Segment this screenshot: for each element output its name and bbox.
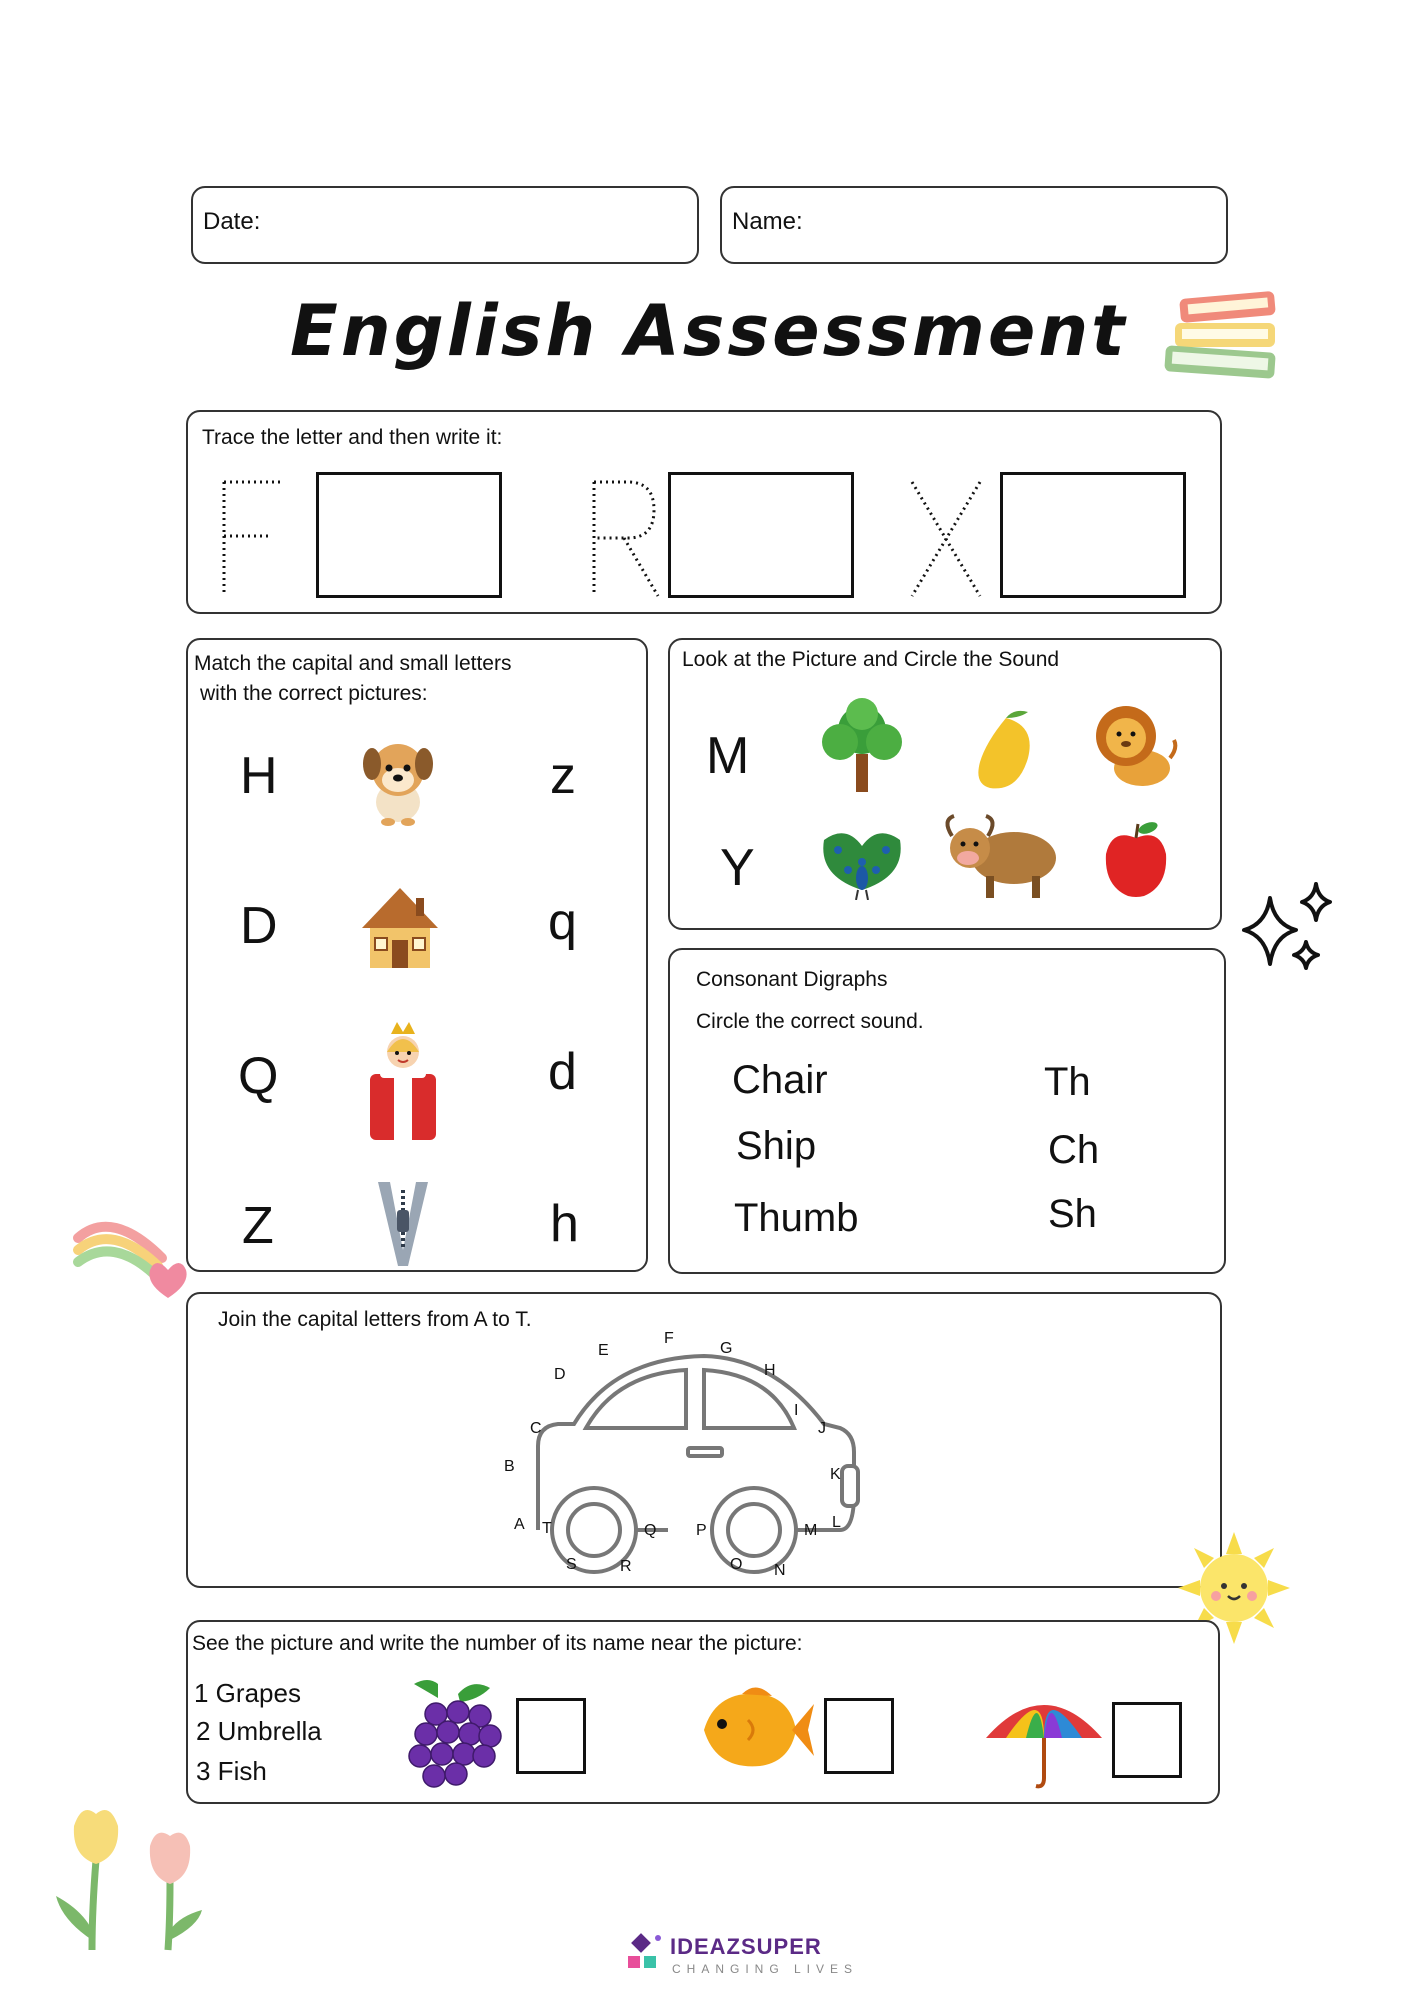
dot-label-g: G bbox=[720, 1340, 733, 1357]
digraph-word-ship: Ship bbox=[736, 1124, 817, 1168]
apple-picture bbox=[1098, 820, 1174, 900]
write-box-2[interactable] bbox=[668, 472, 854, 598]
sound-section bbox=[668, 638, 1222, 930]
books-icon bbox=[1160, 285, 1295, 385]
sparkles-icon bbox=[1230, 880, 1340, 990]
dot-label-c: C bbox=[530, 1420, 542, 1437]
brand-tagline: CHANGING LIVES bbox=[672, 1962, 859, 1976]
digraph-section bbox=[668, 948, 1226, 1274]
dog-picture bbox=[358, 736, 438, 828]
dot-label-s: S bbox=[566, 1556, 577, 1573]
trace-section bbox=[186, 410, 1222, 614]
small-letter-z: z bbox=[550, 747, 576, 805]
dot-label-r: R bbox=[620, 1558, 632, 1575]
tulips-icon bbox=[52, 1800, 212, 1960]
number-box-umbrella[interactable] bbox=[1112, 1702, 1182, 1778]
trace-letter-r bbox=[588, 480, 668, 598]
name-label: Name: bbox=[732, 208, 803, 235]
digraph-title: Consonant Digraphs bbox=[696, 968, 888, 991]
rainbow-heart-icon bbox=[72, 1208, 190, 1304]
sound-instruction: Look at the Picture and Circle the Sound bbox=[682, 648, 1060, 671]
name-list-item-1: 1 Grapes bbox=[194, 1678, 301, 1708]
digraph-word-thumb: Thumb bbox=[734, 1196, 859, 1240]
dot-label-q: Q bbox=[644, 1522, 657, 1539]
name-field[interactable] bbox=[720, 186, 1228, 264]
write-box-1[interactable] bbox=[316, 472, 502, 598]
dot-label-i: I bbox=[794, 1402, 799, 1419]
dot-label-f: F bbox=[664, 1330, 674, 1347]
dot-label-k: K bbox=[830, 1466, 841, 1483]
dot-label-n: N bbox=[774, 1562, 786, 1579]
dot-label-a: A bbox=[514, 1516, 525, 1533]
write-number-instruction: See the picture and write the number of its name near the picture: bbox=[192, 1632, 803, 1655]
dot-label-m: M bbox=[804, 1522, 818, 1539]
queen-picture bbox=[364, 1012, 442, 1144]
yak-picture bbox=[940, 812, 1064, 902]
house-picture bbox=[358, 884, 442, 972]
capital-letter-z: Z bbox=[242, 1197, 274, 1255]
dot-label-t: T bbox=[542, 1520, 552, 1537]
dot-label-e: E bbox=[598, 1342, 609, 1359]
grapes-picture bbox=[398, 1674, 510, 1794]
capital-letter-h: H bbox=[240, 747, 278, 805]
match-instruction-line1: Match the capital and small letters bbox=[194, 652, 512, 675]
dot-label-h: H bbox=[764, 1362, 776, 1379]
join-instruction: Join the capital letters from A to T. bbox=[218, 1308, 532, 1331]
brand-logo-icon bbox=[628, 1932, 664, 1972]
peacock-picture bbox=[816, 816, 908, 900]
small-letter-d: d bbox=[548, 1043, 577, 1101]
number-box-fish[interactable] bbox=[824, 1698, 894, 1774]
join-section bbox=[186, 1292, 1222, 1588]
trace-letter-f bbox=[218, 480, 288, 598]
dot-label-o: O bbox=[730, 1556, 743, 1573]
small-letter-h: h bbox=[550, 1195, 579, 1253]
date-label: Date: bbox=[203, 208, 261, 235]
trace-letter-x bbox=[906, 480, 986, 598]
dot-label-b: B bbox=[504, 1458, 515, 1475]
dot-label-p: P bbox=[696, 1522, 707, 1539]
lion-picture bbox=[1090, 698, 1178, 790]
match-instruction-line2: with the correct pictures: bbox=[200, 682, 428, 705]
fish-picture bbox=[696, 1680, 816, 1780]
dot-label-j: J bbox=[818, 1420, 826, 1437]
tree-picture bbox=[816, 694, 908, 794]
capital-letter-q: Q bbox=[238, 1047, 279, 1105]
dot-label-l: L bbox=[832, 1514, 841, 1531]
sound-letter-m: M bbox=[706, 727, 750, 785]
sound-letter-y: Y bbox=[720, 839, 755, 897]
digraph-word-chair: Chair bbox=[732, 1058, 828, 1102]
digraph-instruction: Circle the correct sound. bbox=[696, 1010, 924, 1033]
page-title: English Assessment bbox=[290, 290, 1128, 372]
write-number-section bbox=[186, 1620, 1220, 1804]
zipper-picture bbox=[368, 1180, 438, 1268]
write-box-3[interactable] bbox=[1000, 472, 1186, 598]
brand-name: IDEAZSUPER bbox=[670, 1934, 822, 1959]
trace-instruction: Trace the letter and then write it: bbox=[202, 426, 503, 449]
digraph-sound-sh[interactable]: Sh bbox=[1048, 1192, 1097, 1236]
date-field[interactable] bbox=[191, 186, 699, 264]
small-letter-q: q bbox=[548, 893, 577, 951]
number-box-grapes[interactable] bbox=[516, 1698, 586, 1774]
dot-label-d: D bbox=[554, 1366, 566, 1383]
umbrella-picture bbox=[982, 1682, 1106, 1792]
name-list-item-2: 2 Umbrella bbox=[196, 1716, 322, 1746]
capital-letter-d: D bbox=[240, 897, 278, 955]
digraph-sound-ch[interactable]: Ch bbox=[1048, 1128, 1100, 1172]
digraph-sound-th[interactable]: Th bbox=[1044, 1060, 1091, 1104]
mango-picture bbox=[966, 706, 1044, 794]
match-section bbox=[186, 638, 648, 1272]
name-list-item-3: 3 Fish bbox=[196, 1756, 267, 1786]
